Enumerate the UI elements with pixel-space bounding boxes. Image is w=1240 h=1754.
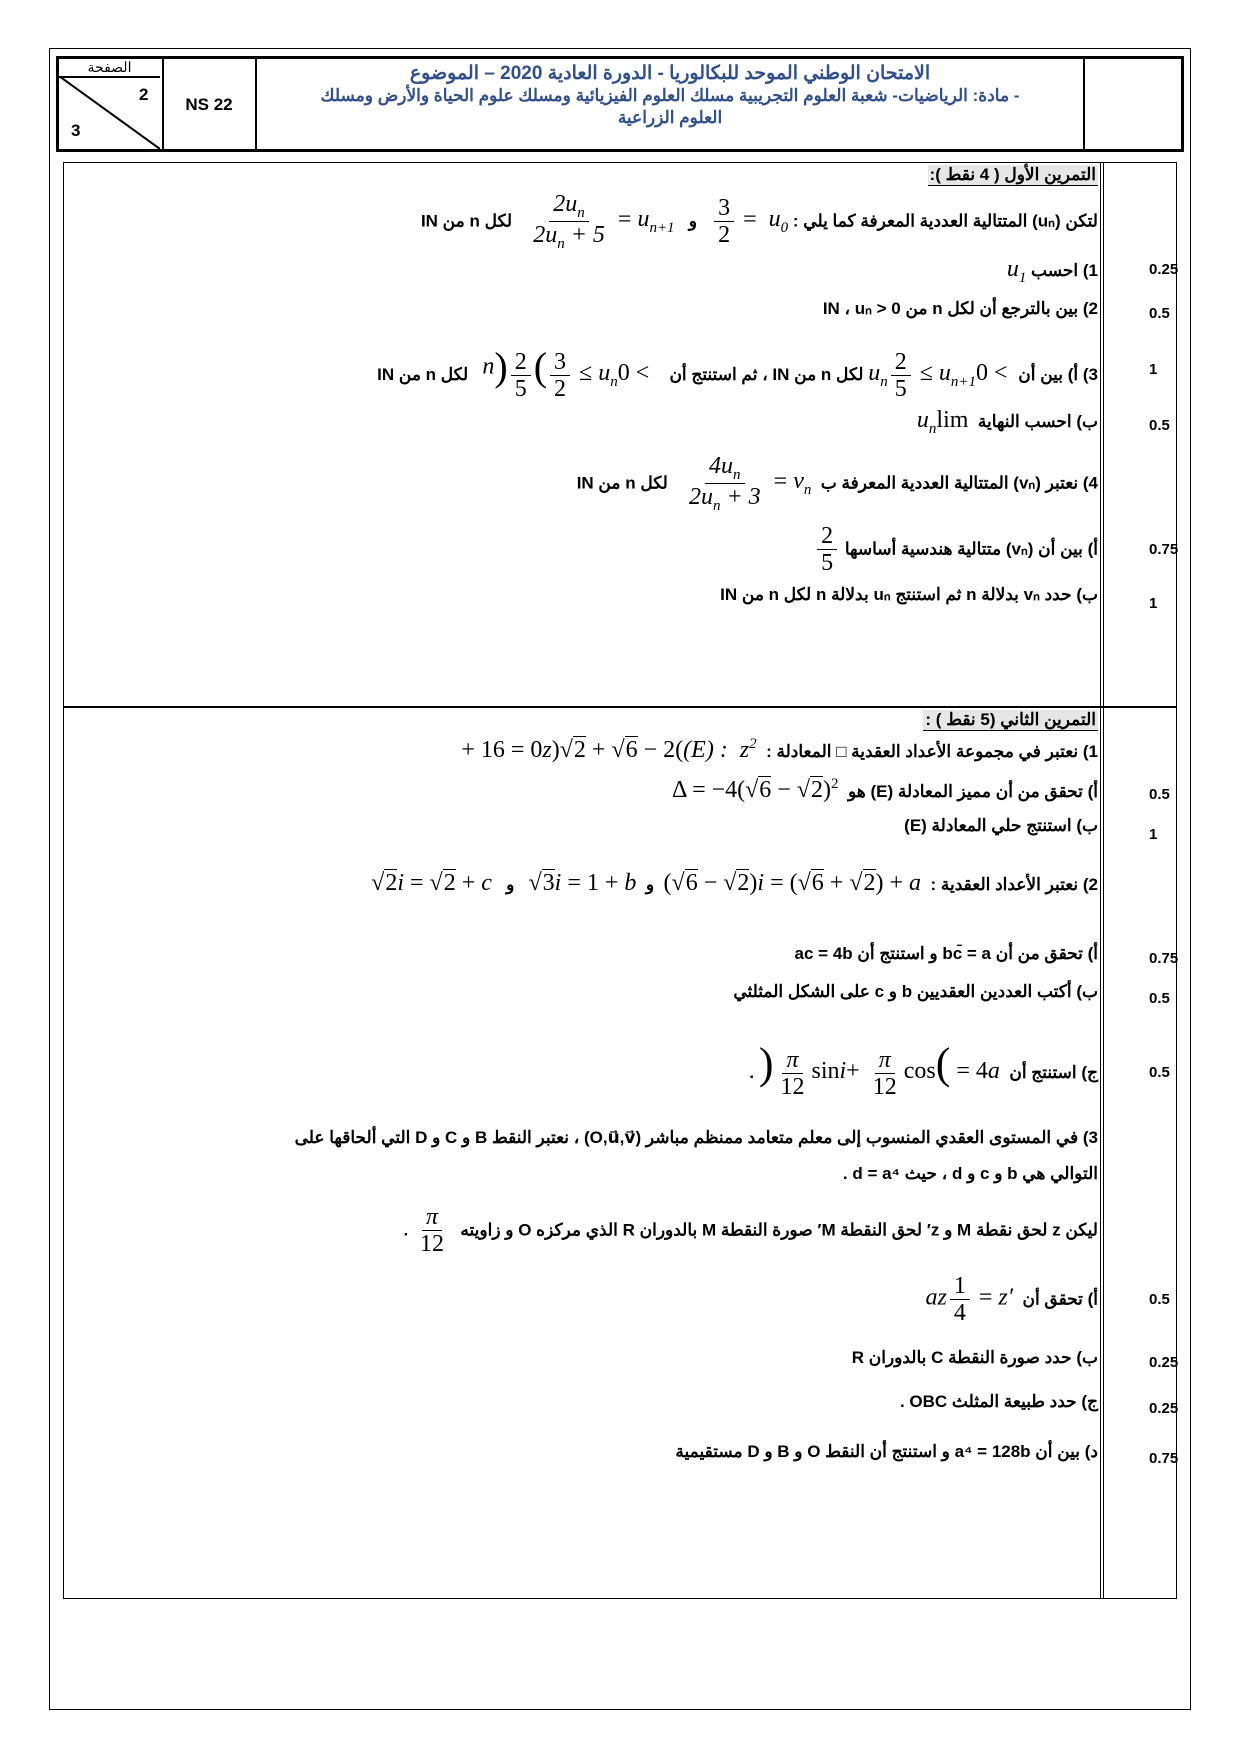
ex2-q2b: ب) أكتب العددين العقديين b و c على الشكل المثلثي	[733, 982, 1098, 1001]
ex1-q3a-tail: ، ثم استنتج أن	[669, 365, 768, 384]
ex1-for-all-2: لكل n من IN	[772, 365, 864, 384]
ex2-q2-text: 2) نعتبر الأعداد العقدية :	[930, 875, 1098, 894]
exam-code: NS 22	[162, 59, 254, 149]
ex2-q1-text: 1) نعتبر في مجموعة الأعداد العقدية □ المعادلة :	[766, 742, 1098, 761]
ex1-q4a: أ) بين أن (vₙ) متتالية هندسية أساسها $\frac{2}{5}$	[814, 523, 1098, 577]
ex2-q1: 1) نعتبر في مجموعة الأعداد العقدية □ المعادلة : (E) : $z^2 - 2(√2 + √6)z + 16 = 0$	[455, 736, 1098, 763]
ex2-q3c: ج) حدد طبيعة المثلث OBC .	[899, 1392, 1098, 1411]
points-ex2-q3b: 0.25	[1149, 1354, 1179, 1371]
ex1-q4-text: 4) نعتبر (vₙ) المتتالية العددية المعرفة ب	[820, 473, 1098, 493]
ex2-q3b: ب) حدد صورة النقطة C بالدوران R	[851, 1348, 1098, 1367]
ex2-q1b: ب) استنتج حلي المعادلة (E)	[904, 816, 1098, 835]
ex2-q3d: د) بين أن a⁴ = 128b و استنتج أن النقط O و B و D مستقيمية	[675, 1442, 1098, 1461]
points-ex2-q2c: 0.5	[1149, 1064, 1170, 1081]
exercise-2	[63, 707, 1177, 1599]
title-line-2: - مادة: الرياضيات- شعبة العلوم التجريبية مسلك العلوم الفيزيائية ومسلك علوم الحياة والأرض ومسلك	[320, 86, 1020, 105]
ex2-q2c-text: ج) استنتج أن	[1009, 1063, 1098, 1082]
points-ex2-q2a: 0.75	[1149, 950, 1179, 967]
exercise-1-heading: التمرين الأول ( 4 نقط ):	[929, 165, 1096, 184]
ex2-and-2: و	[506, 875, 515, 894]
ex2-q3a-text: أ) تحقق أن	[1022, 1289, 1098, 1309]
ex2-q3-line3: ليكن z لحق نقطة M و z′ لحق النقطة M′ صورة النقطة M بالدوران R الذي مركزه O و زاويته $\frac{\pi}{12}$ .	[403, 1204, 1098, 1258]
points-ex1-q3a: 1	[1149, 361, 1158, 378]
ex1-q2: 2) بين بالترجع أن لكل n من IN ، uₙ > 0	[822, 299, 1098, 318]
title-line-3: العلوم الزراعية	[617, 108, 723, 127]
ex1-for-all: لكل n من IN	[420, 211, 513, 231]
page-number: 2	[139, 85, 149, 104]
ex1-q1: 1) احسب $u_1$	[1006, 256, 1098, 286]
points-ex1-q1: 0.25	[1149, 261, 1179, 278]
points-ex1-q4a: 0.75	[1149, 541, 1179, 558]
ex1-q3a: 3) أ) بين أن $0 < u_{n+1}$ ≤ $\frac{2}{5}$ $u_n$ لكل n من IN ، ثم استنتج أن $0 < u_n$ ≤ $\frac{3}{2}$ ( $\frac{2}{5}$ )$^n$ لكل n من IN	[377, 344, 1098, 403]
ex1-intro: لتكن (uₙ) المتتالية العددية المعرفة كما يلي : $u_0$ = $\frac{3}{2}$ و $u_{n+1}$ = $\frac{2u_n}{2u_n + 5}$ لكل n من IN	[420, 191, 1098, 253]
ex2-q2c: ج) استنتج أن a = 4(cos $\frac{\pi}{12}$ + isin $\frac{\pi}{12}$ ) .	[749, 1039, 1098, 1101]
ex1-q3b-text: ب) احسب النهاية	[977, 412, 1098, 431]
points-ex2-q1b: 1	[1149, 826, 1158, 843]
points-ex1-q2: 0.5	[1149, 305, 1170, 322]
points-ex2-q3a: 0.5	[1149, 1291, 1170, 1308]
exercise-1	[63, 162, 1177, 707]
ex2-q2a: أ) تحقق من أن bc̄ = a و استنتج أن ac = 4b	[794, 944, 1098, 963]
points-ex2-q1a: 0.5	[1149, 786, 1170, 803]
ex2-q1a-text: أ) تحقق من أن مميز المعادلة (E) هو	[847, 782, 1098, 801]
points-ex1-q4b: 1	[1149, 595, 1158, 612]
ex1-for-all-4: لكل n من IN	[576, 473, 668, 493]
points-ex2-q3d: 0.75	[1149, 1450, 1179, 1467]
column-divider	[1103, 163, 1104, 706]
points-ex2-q3c: 0.25	[1149, 1400, 1179, 1417]
column-divider	[1100, 708, 1101, 1598]
column-divider	[1103, 708, 1104, 1598]
ex1-q4b: ب) حدد vₙ بدلالة n ثم استنتج uₙ بدلالة n لكل n من IN	[720, 585, 1098, 604]
column-divider	[1100, 163, 1101, 706]
points-ex1-q3b: 0.5	[1149, 417, 1170, 434]
ex2-q2: 2) نعتبر الأعداد العقدية : a = (√6 + √2) + i(√6 − √2) و b = 1 + i√3 و c = √2 + i√2	[371, 870, 1098, 896]
ex2-q3-line3-text: ليكن z لحق نقطة M و z′ لحق النقطة M′ صورة النقطة M بالدوران R الذي مركزه O و زاويته	[460, 1220, 1098, 1240]
page-label: الصفحة	[59, 59, 160, 78]
ex2-q3-line2: التوالي هي b و c و d ، حيث d = a⁴ .	[842, 1164, 1098, 1183]
ex1-q3b: ب) احسب النهاية limu$_n$	[916, 407, 1098, 437]
ex2-q1a: أ) تحقق من أن مميز المعادلة (E) هو $\Delta = -4(√6 - √2)^2$	[671, 776, 1098, 803]
ex2-q3a: أ) تحقق أن z′ = $\frac{1}{4}$ az	[925, 1273, 1098, 1327]
exam-header	[56, 56, 1184, 152]
exam-title	[255, 59, 1085, 149]
ex1-for-all-3: لكل n من IN	[377, 365, 469, 384]
ex1-q3a-text: 3) أ) بين أن	[1018, 365, 1098, 384]
ex1-intro-text: لتكن (uₙ) المتتالية العددية المعرفة كما يلي :	[792, 211, 1098, 231]
exercise-2-heading: التمرين الثاني (5 نقط ) :	[925, 710, 1096, 729]
ex1-q4a-text: أ) بين أن (vₙ) متتالية هندسية أساسها	[844, 539, 1098, 559]
page-number-box	[59, 59, 160, 149]
ex1-and: و	[688, 211, 697, 231]
points-ex2-q2b: 0.5	[1149, 990, 1170, 1007]
page-total: 3	[71, 121, 81, 140]
ex2-and-1: و	[645, 875, 655, 894]
ex1-q1-text: 1) احسب	[1031, 261, 1098, 280]
ex2-q3-line1: 3) في المستوى العقدي المنسوب إلى معلم متعامد ممنظم مباشر (O,u⃗,v⃗) ، نعتبر النقط B و C و D التي ألحاقها على	[294, 1128, 1098, 1147]
title-line-1: الامتحان الوطني الموحد للبكالوريا - الدورة العادية 2020 – الموضوع	[409, 63, 931, 84]
ex1-q4: 4) نعتبر (vₙ) المتتالية العددية المعرفة ب $v_n$ = $\frac{4u_n}{2u_n + 3}$ لكل n من IN	[576, 453, 1098, 515]
